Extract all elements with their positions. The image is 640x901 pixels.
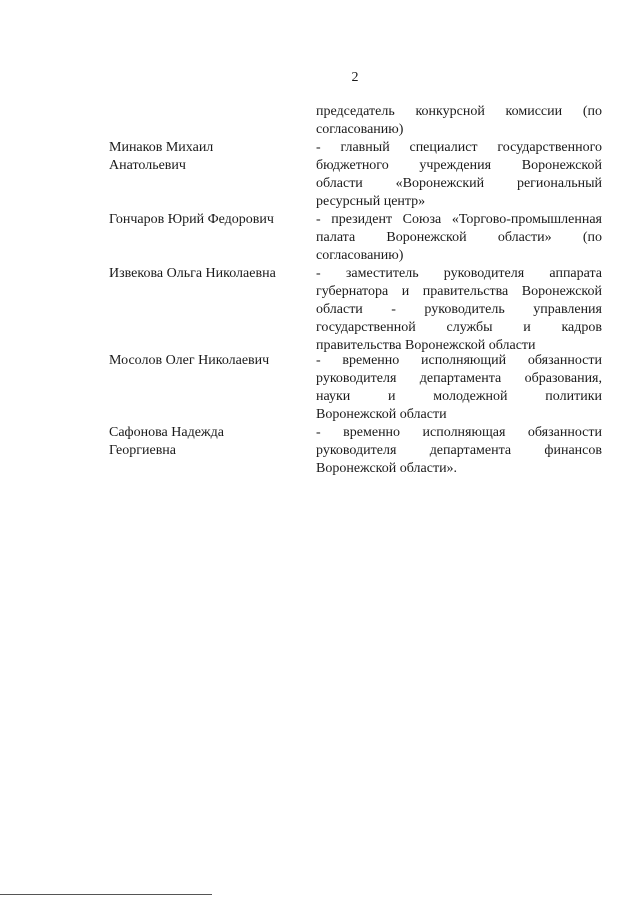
member-role (316, 424, 602, 478)
member-name-line: Гончаров Юрий Федорович (109, 212, 274, 227)
member-role-line: области «Воронежский региональный (316, 176, 602, 191)
member-role (316, 265, 602, 355)
member-role (316, 103, 602, 139)
member-role-line: председатель конкурсной комиссии (по (316, 104, 602, 119)
footer-rule (0, 894, 212, 895)
member-role-line: бюджетного учреждения Воронежской (316, 158, 602, 173)
member-name-line: Сафонова Надежда (109, 425, 224, 440)
member-role-line: науки и молодежной политики (316, 389, 602, 404)
member-role-line: - заместитель руководителя аппарата (316, 266, 602, 281)
member-name (109, 139, 299, 175)
member-role-line: Воронежской области (316, 407, 447, 422)
member-role (316, 211, 602, 265)
member-role-line: Воронежской области». (316, 461, 458, 476)
member-role-line: правительства Воронежской области (316, 338, 536, 353)
member-name-line: Георгиевна (109, 443, 177, 458)
member-role-line: согласованию) (316, 122, 404, 137)
member-name (109, 352, 299, 370)
member-name (109, 265, 299, 283)
member-name-line: Минаков Михаил (109, 140, 214, 155)
member-role-line: ресурсный центр» (316, 194, 426, 209)
member-name-line: Мосолов Олег Николаевич (109, 353, 270, 368)
member-name (109, 211, 299, 229)
member-role (316, 139, 602, 211)
member-role (316, 352, 602, 424)
page-number: 2 (351, 70, 359, 85)
member-role-line: палата Воронежской области» (по (316, 230, 602, 245)
member-name-line: Анатольевич (109, 158, 186, 173)
member-role-line: согласованию) (316, 248, 404, 263)
member-role-line: руководителя департамента образования, (316, 371, 602, 386)
member-name (109, 424, 299, 460)
member-role-line: - главный специалист государственного (316, 140, 602, 155)
member-role-line: - временно исполняющий обязанности (316, 353, 602, 368)
member-role-line: государственной службы и кадров (316, 320, 602, 335)
member-role-line: губернатора и правительства Воронежской (316, 284, 602, 299)
member-role-line: руководителя департамента финансов (316, 443, 602, 458)
member-role-line: области - руководитель управления (316, 302, 602, 317)
member-role-line: - президент Союза «Торгово-промышленная (316, 212, 602, 227)
member-name-line: Извекова Ольга Николаевна (109, 266, 276, 281)
member-role-line: - временно исполняющая обязанности (316, 425, 602, 440)
